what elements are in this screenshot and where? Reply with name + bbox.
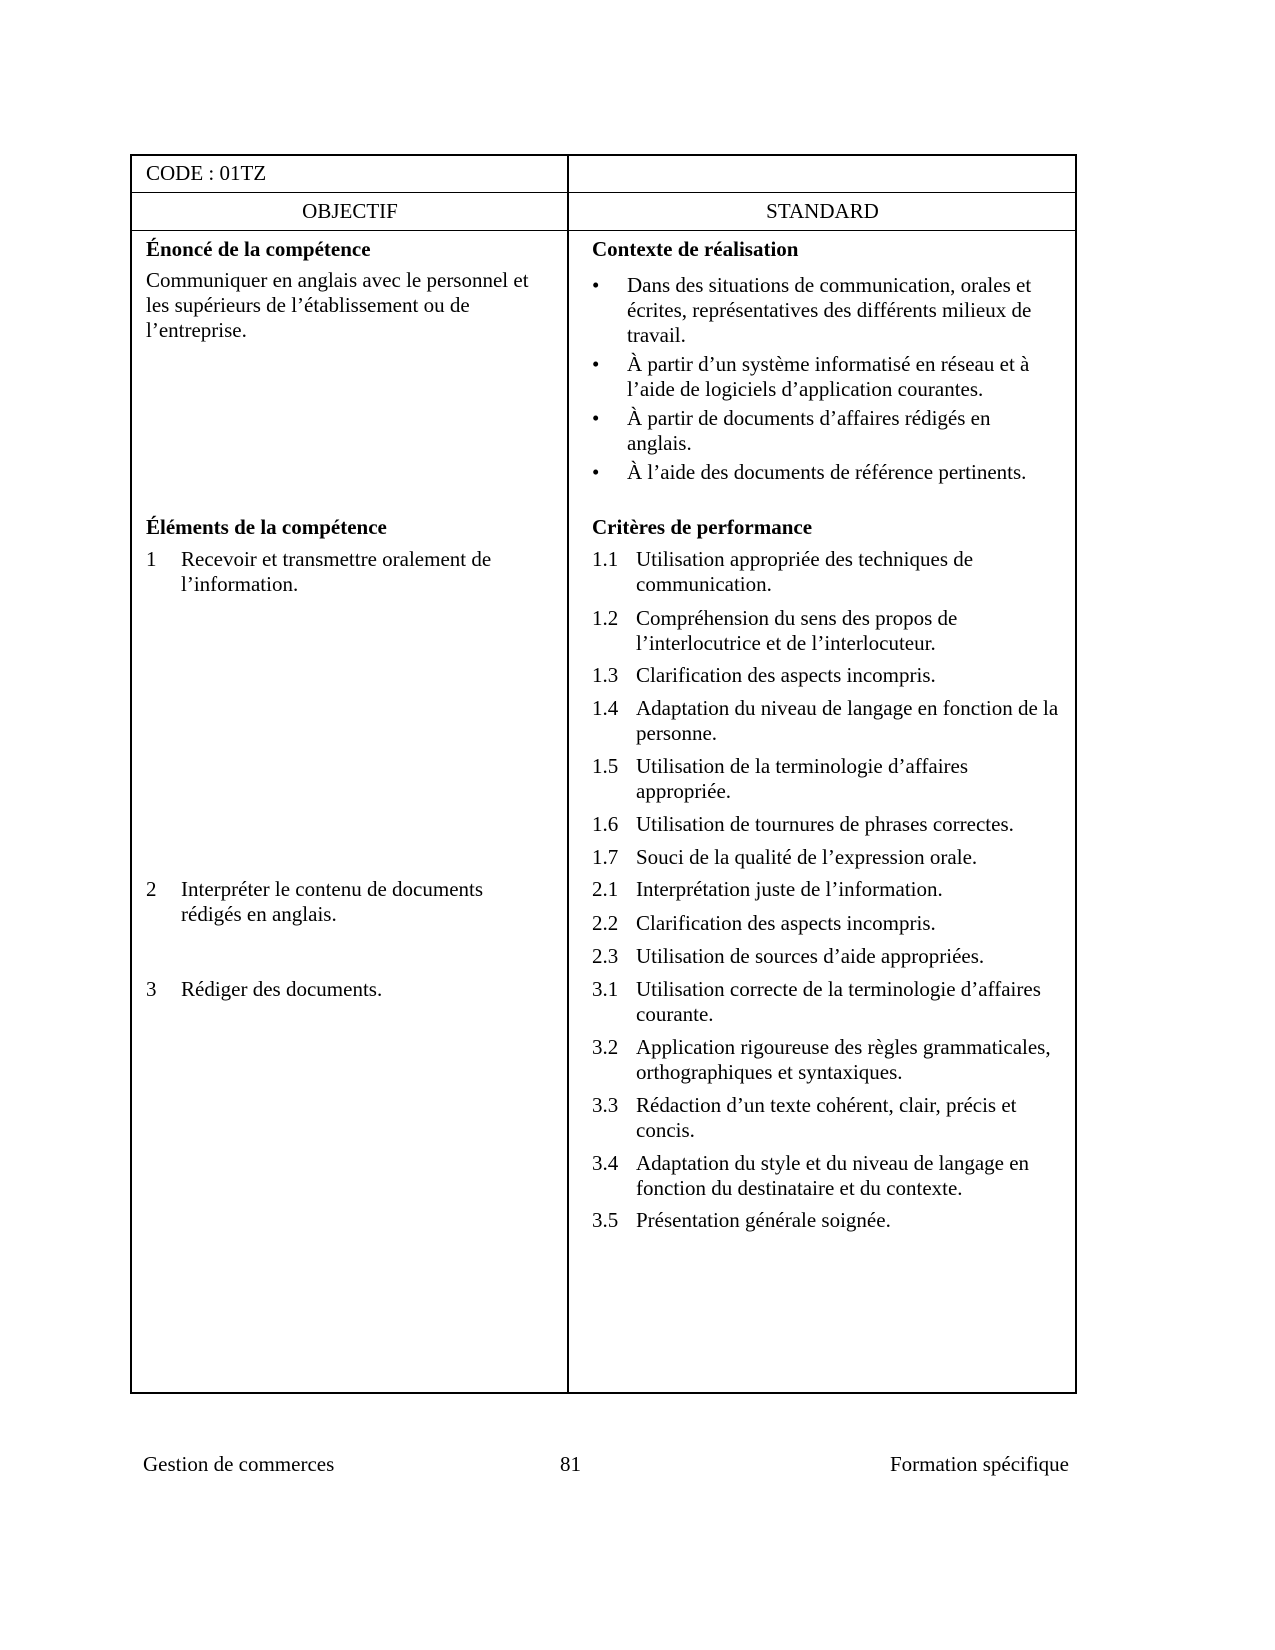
table-row-divider: [130, 192, 1077, 193]
elements-title: Éléments de la compétence: [146, 515, 387, 539]
criterion-number: 1.6: [592, 812, 619, 836]
bullet-icon: •: [592, 273, 600, 297]
element-text: Rédiger des documents.: [181, 977, 383, 1001]
element-number: 1: [146, 547, 157, 571]
enonce-text: Communiquer en anglais avec le personnel et les supérieurs de l’établissement ou de l’entreprise.: [146, 268, 529, 342]
criterion-text: Interprétation juste de l’information.: [636, 877, 943, 901]
criterion-text: Adaptation du niveau de langage en fonction de la personne.: [636, 696, 1059, 745]
criterion-number: 1.7: [592, 845, 619, 869]
table-border-left: [130, 154, 132, 1394]
enonce-title: Énoncé de la compétence: [146, 237, 371, 261]
criterion-number: 1.1: [592, 547, 619, 571]
element-text: Interpréter le contenu de documents rédigés en anglais.: [181, 877, 484, 926]
criterion-text: Utilisation de la terminologie d’affaires appropriée.: [636, 754, 969, 803]
bullet-text: Dans des situations de communication, orales et écrites, représentatives des différents milieux de travail.: [627, 273, 1032, 347]
criterion-number: 2.3: [592, 944, 619, 968]
criterion-number: 3.3: [592, 1093, 619, 1117]
table-border-bottom: [130, 1392, 1077, 1394]
criterion-text: Utilisation appropriée des techniques de communication.: [636, 547, 974, 596]
criterion-text: Compréhension du sens des propos de l’interlocutrice et de l’interlocuteur.: [636, 606, 958, 655]
criterion-number: 3.2: [592, 1035, 619, 1059]
bullet-text: À partir d’un système informatisé en réseau et à l’aide de logiciels d’application courantes.: [627, 352, 1030, 401]
bullet-icon: •: [592, 460, 600, 484]
criterion-number: 3.1: [592, 977, 619, 1001]
criterion-text: Clarification des aspects incompris.: [636, 663, 936, 687]
footer-left: Gestion de commerces: [143, 1452, 335, 1476]
criterion-text: Rédaction d’un texte cohérent, clair, précis et concis.: [636, 1093, 1017, 1142]
bullet-text: À l’aide des documents de référence pertinents.: [627, 460, 1027, 484]
bullet-icon: •: [592, 406, 600, 430]
criterion-number: 1.3: [592, 663, 619, 687]
criterion-number: 2.2: [592, 911, 619, 935]
criterion-number: 2.1: [592, 877, 619, 901]
element-number: 3: [146, 977, 157, 1001]
element-text: Recevoir et transmettre oralement de l’information.: [181, 547, 492, 596]
criterion-text: Utilisation de sources d’aide appropriées.: [636, 944, 985, 968]
bullet-icon: •: [592, 352, 600, 376]
page-number: 81: [560, 1452, 581, 1476]
table-border-right: [1075, 154, 1077, 1394]
table-row-divider: [130, 230, 1077, 231]
criterion-text: Souci de la qualité de l’expression orale.: [636, 845, 978, 869]
standard-header: STANDARD: [766, 199, 879, 223]
criterion-text: Utilisation correcte de la terminologie d’affaires courante.: [636, 977, 1041, 1026]
element-number: 2: [146, 877, 157, 901]
criteres-title: Critères de performance: [592, 515, 813, 539]
criterion-number: 1.2: [592, 606, 619, 630]
table-border-top: [130, 154, 1077, 156]
criterion-text: Utilisation de tournures de phrases correctes.: [636, 812, 1014, 836]
criterion-number: 3.4: [592, 1151, 619, 1175]
code-label: CODE : 01TZ: [146, 161, 267, 185]
criterion-text: Présentation générale soignée.: [636, 1208, 891, 1232]
footer-right: Formation spécifique: [889, 1452, 1069, 1476]
criterion-number: 1.4: [592, 696, 619, 720]
criterion-text: Clarification des aspects incompris.: [636, 911, 936, 935]
table-column-divider: [567, 154, 569, 1394]
criterion-text: Application rigoureuse des règles grammaticales, orthographiques et syntaxiques.: [636, 1035, 1051, 1084]
objectif-header: OBJECTIF: [302, 199, 398, 223]
bullet-text: À partir de documents d’affaires rédigés en anglais.: [627, 406, 991, 455]
criterion-number: 1.5: [592, 754, 619, 778]
contexte-title: Contexte de réalisation: [592, 237, 799, 261]
criterion-number: 3.5: [592, 1208, 619, 1232]
criterion-text: Adaptation du style et du niveau de langage en fonction du destinataire et du contexte.: [636, 1151, 1030, 1200]
